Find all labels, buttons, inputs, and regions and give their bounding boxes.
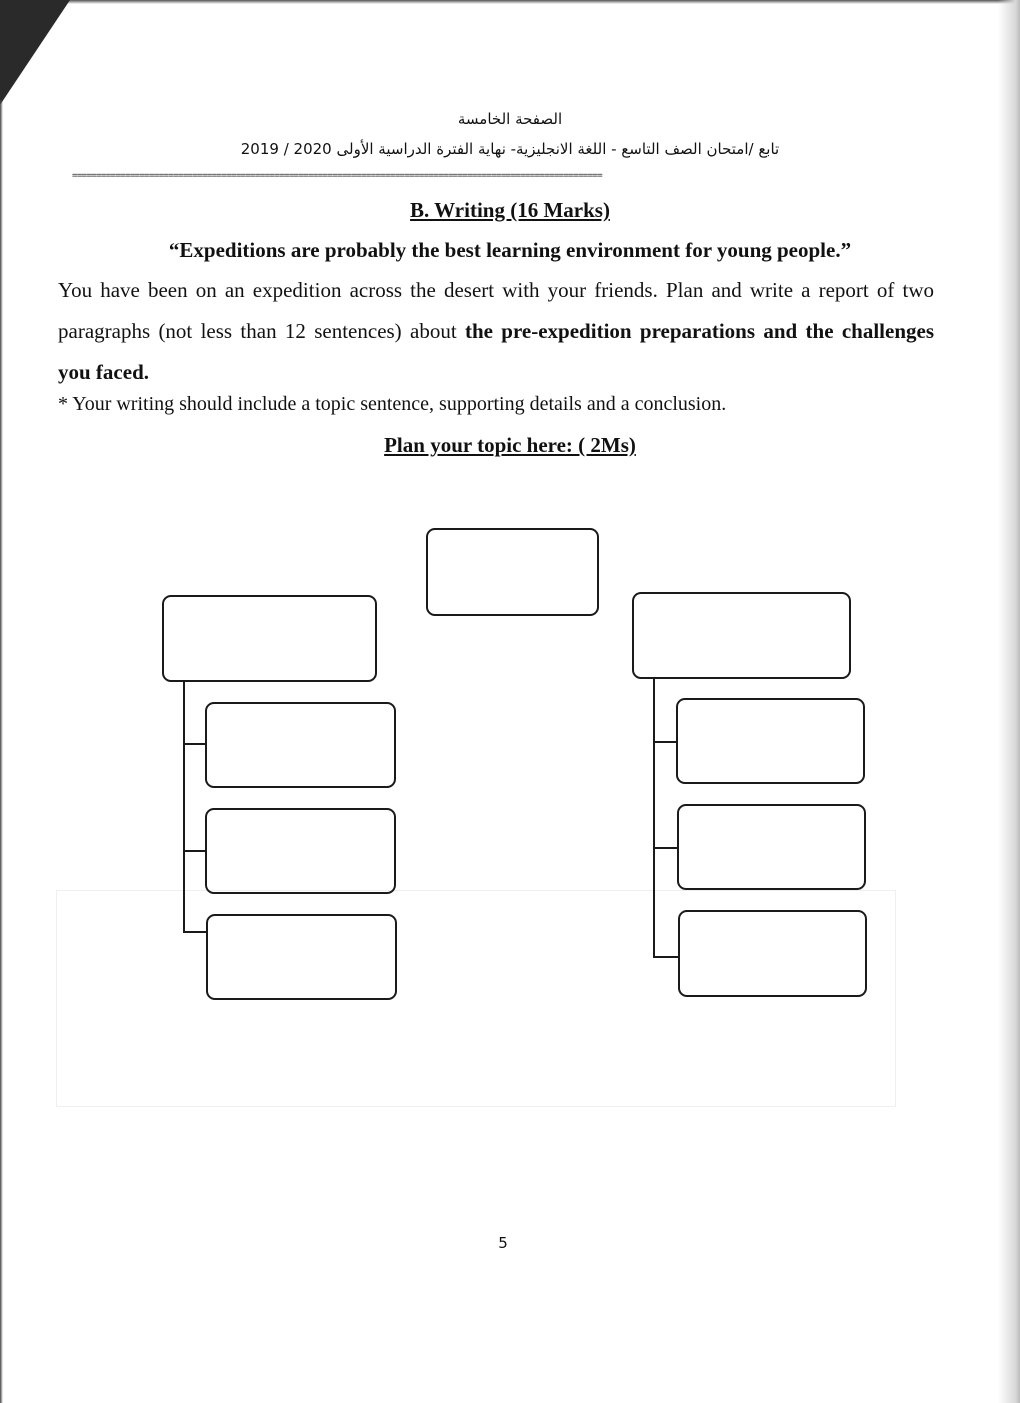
plan-title: Plan your topic here: ( 2Ms) [384,433,636,457]
organizer-left-main-box[interactable] [162,595,377,682]
prompt-text: You have been on an expedition across the desert with your friends. Plan and write a report of two paragraphs (not less than 12 sentences) about [58,278,934,343]
organizer-left-detail-box-2[interactable] [205,808,396,894]
organizer-left-connector-1 [183,743,206,745]
writing-note: * Your writing should include a topic sentence, supporting details and a conclusion. [58,393,727,415]
writing-quote: “Expeditions are probably the best learning environment for young people.” [168,238,852,262]
header-divider: ============================================================================================================== [72,171,603,181]
organizer-left-detail-box-3[interactable] [206,914,397,1000]
section-title: B. Writing (16 Marks) [410,198,610,222]
exam-header-arabic: تابع /امتحان الصف التاسع - اللغة الانجليزية- نهاية الفترة الدراسية الأولى 2020 / 2019 [240,140,780,158]
scan-edge-left [0,100,3,1403]
organizer-right-detail-box-1[interactable] [676,698,865,784]
page-label-arabic: الصفحة الخامسة [457,110,563,128]
organizer-right-connector-2 [653,847,677,849]
organizer-left-connector-3 [183,931,206,933]
organizer-right-detail-box-3[interactable] [678,910,867,997]
organizer-left-trunk [183,681,185,933]
writing-prompt [58,270,934,393]
scan-edge-top [0,0,1020,4]
organizer-right-detail-box-2[interactable] [677,804,866,890]
page-number: 5 [498,1234,508,1252]
organizer-title-box[interactable] [426,528,599,616]
scan-corner-fold [0,0,70,105]
organizer-right-connector-3 [653,956,678,958]
organizer-left-detail-box-1[interactable] [205,702,396,788]
prompt-bold-text: the pre-expedition preparations and the challenges you faced. [58,319,935,384]
organizer-right-main-box[interactable] [632,592,851,679]
organizer-right-trunk [653,678,655,958]
organizer-right-connector-1 [653,741,677,743]
organizer-left-connector-2 [183,850,206,852]
